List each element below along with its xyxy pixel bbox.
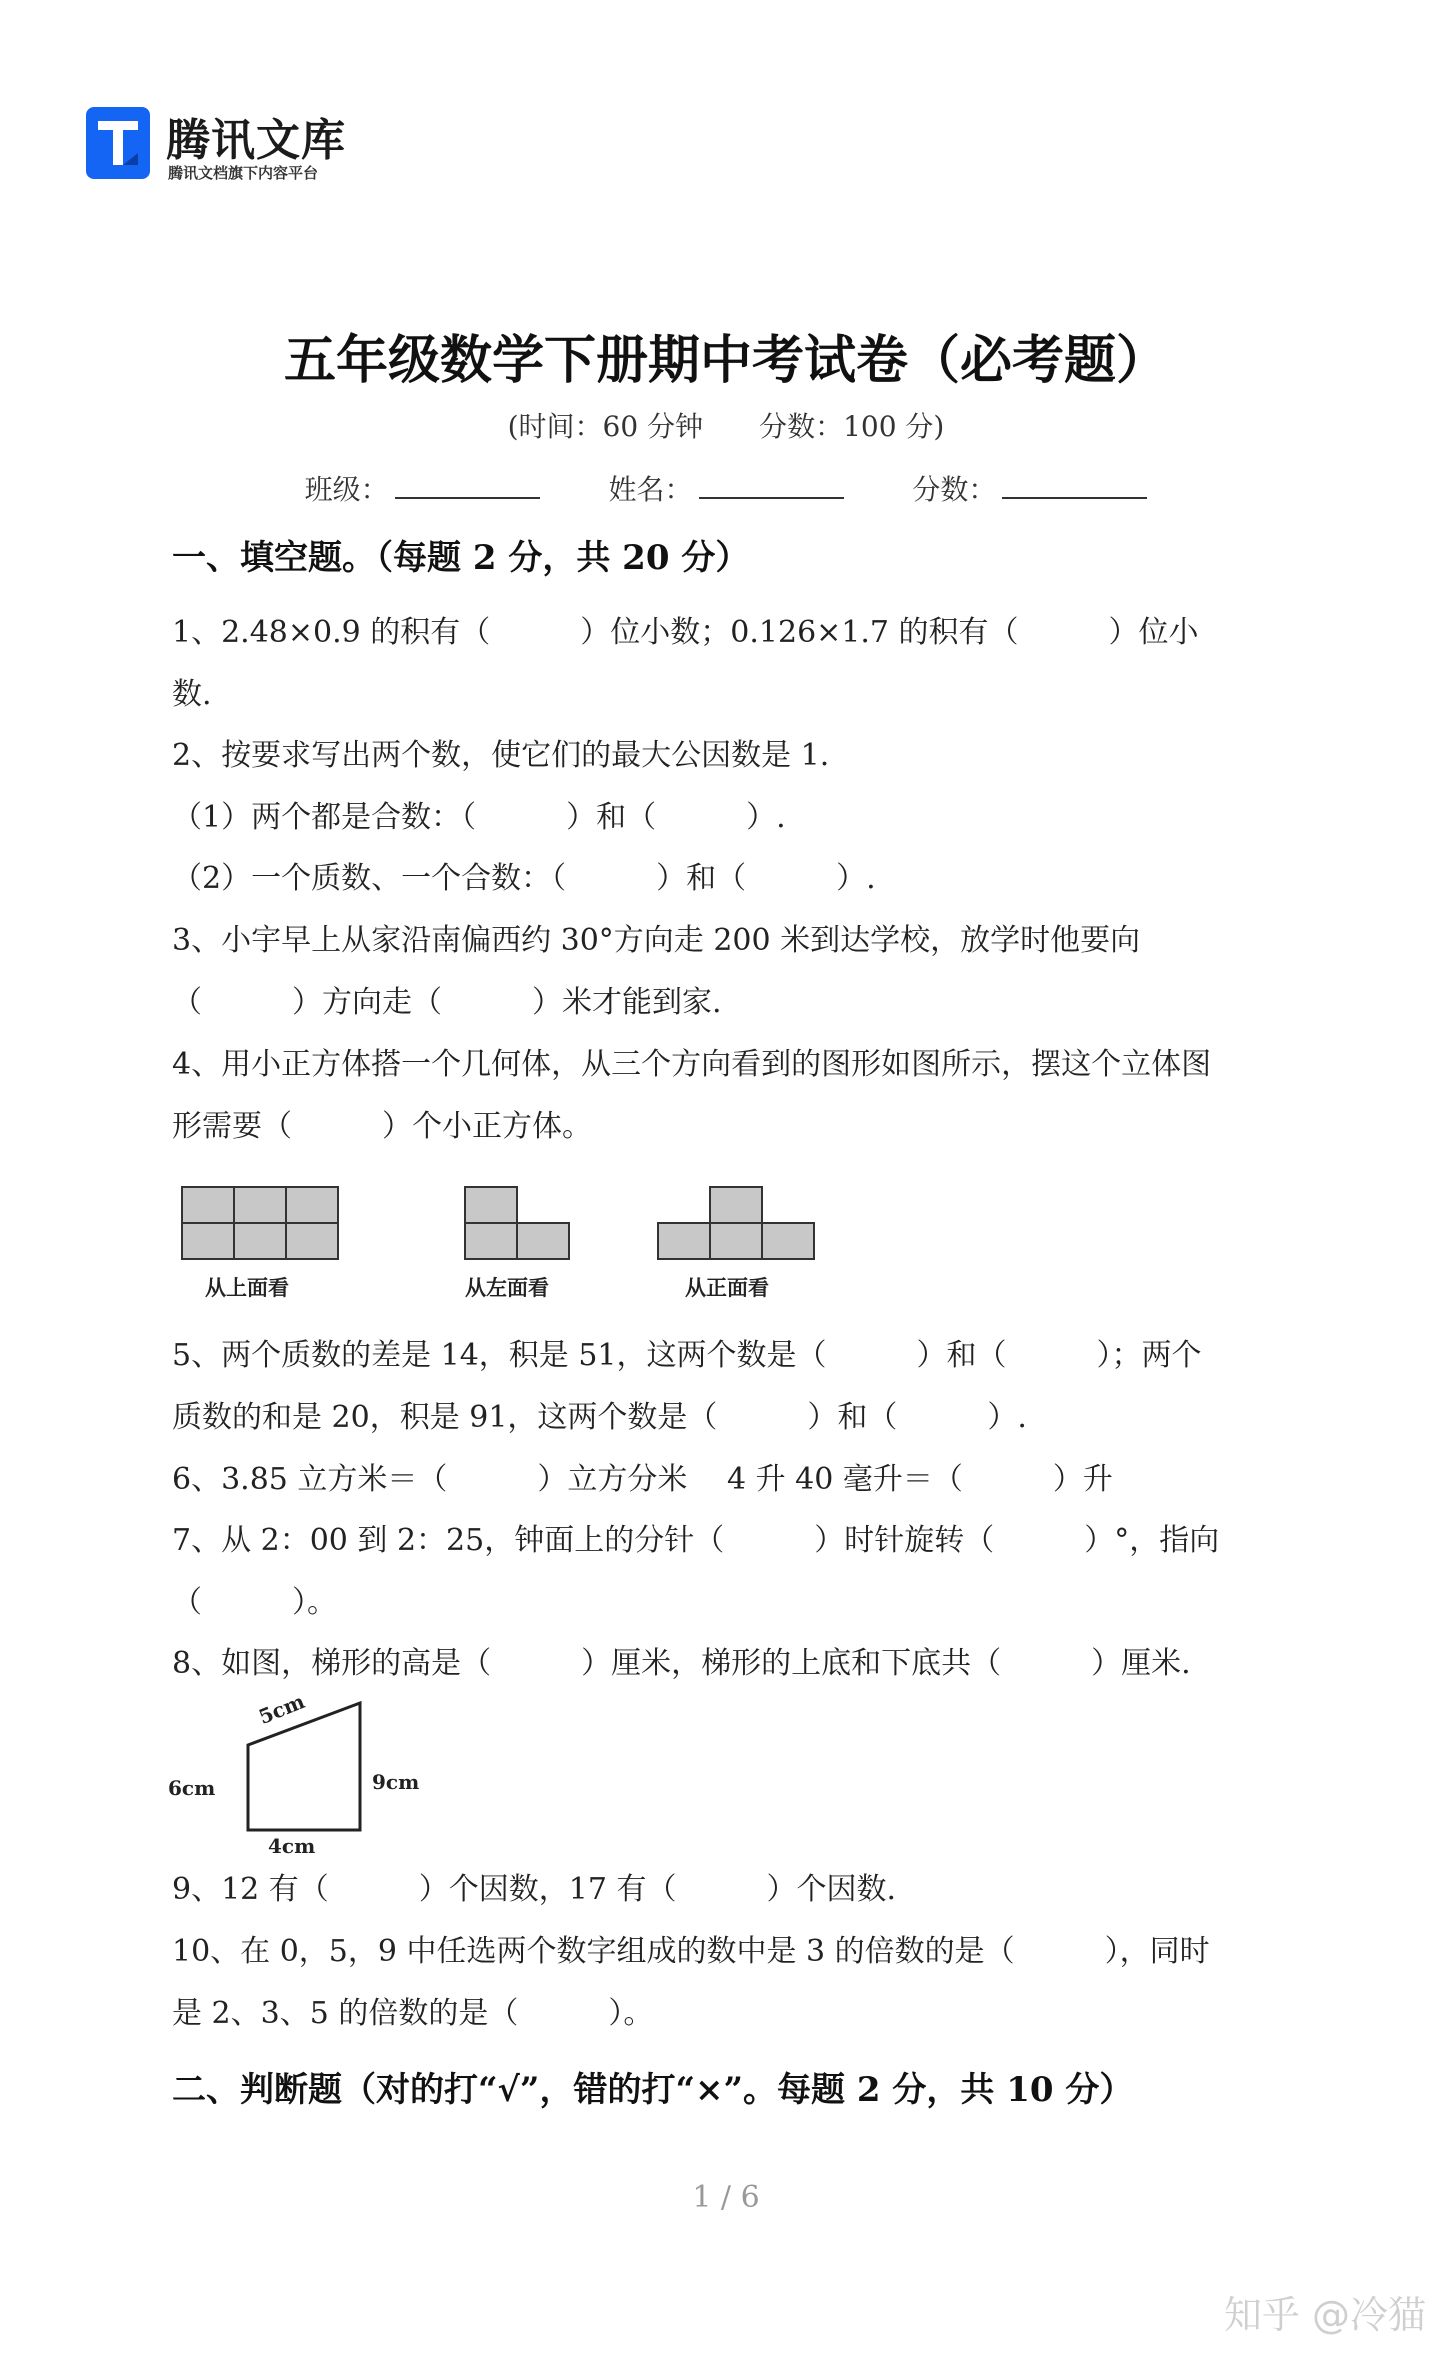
top-view-grid bbox=[182, 1187, 338, 1259]
question-line: 9、12 有（ ）个因数，17 有（ ）个因数. bbox=[172, 1872, 897, 1907]
view-label-left: 从左面看 bbox=[465, 1276, 549, 1300]
exam-info: (时间：60 分钟 分数：100 分) bbox=[507, 410, 945, 443]
question-line: 是 2、3、5 的倍数的是（ ）。 bbox=[172, 1996, 654, 2031]
name-label: 姓名： bbox=[608, 473, 693, 506]
question-line: （ ）。 bbox=[172, 1585, 337, 1620]
brand-tagline: 腾讯文档旗下内容平台 bbox=[168, 164, 319, 182]
class-blank bbox=[395, 471, 540, 499]
question-line: 1、2.48×0.9 的积有（ ）位小数；0.126×1.7 的积有（ ）位小 bbox=[172, 615, 1199, 650]
front-view-grid bbox=[658, 1187, 814, 1259]
question-line: 5、两个质数的差是 14，积是 51，这两个数是（ ）和（ ）；两个 bbox=[172, 1338, 1202, 1373]
question-line: （2）一个质数、一个合数：（ ）和（ ）. bbox=[172, 861, 876, 896]
student-fields bbox=[0, 468, 1452, 508]
watermark: 知乎 @冷猫 bbox=[1223, 2293, 1426, 2337]
name-field bbox=[608, 468, 843, 508]
trapezoid-bottom-label: 4cm bbox=[268, 1834, 316, 1858]
class-label: 班级： bbox=[304, 473, 389, 506]
view-label-top: 从上面看 bbox=[205, 1276, 289, 1300]
question-line: 形需要（ ）个小正方体。 bbox=[172, 1109, 592, 1144]
question-line: 8、如图，梯形的高是（ ）厘米，梯形的上底和下底共（ ）厘米. bbox=[172, 1646, 1191, 1681]
question-line: 10、在 0，5，9 中任选两个数字组成的数中是 3 的倍数的是（ ），同时 bbox=[172, 1934, 1210, 1969]
left-view-grid bbox=[465, 1187, 569, 1259]
view-label-front: 从正面看 bbox=[685, 1276, 769, 1300]
page-number: 1 / 6 bbox=[692, 2180, 760, 2215]
question-line: 质数的和是 20，积是 91，这两个数是（ ）和（ ）. bbox=[172, 1400, 1027, 1435]
page-title: 五年级数学下册期中考试卷（必考题） bbox=[283, 330, 1168, 391]
three-views-figure bbox=[180, 1185, 830, 1265]
question-line: 2、按要求写出两个数，使它们的最大公因数是 1. bbox=[172, 738, 830, 773]
score-label: 分数： bbox=[912, 473, 997, 506]
score-field bbox=[912, 468, 1147, 508]
trapezoid-slant-label: 5cm bbox=[255, 1689, 309, 1729]
trapezoid-left-label: 6cm bbox=[168, 1776, 216, 1800]
question-line: 数. bbox=[172, 677, 212, 712]
trapezoid-right-label: 9cm bbox=[372, 1770, 420, 1794]
question-line: 3、小宇早上从家沿南偏西约 30°方向走 200 米到达学校，放学时他要向 bbox=[172, 923, 1141, 958]
question-line: （1）两个都是合数：（ ）和（ ）. bbox=[172, 800, 786, 835]
section-1-heading: 一、填空题。（每题 2 分，共 20 分） bbox=[172, 538, 750, 578]
tencent-wenku-logo-icon bbox=[86, 107, 150, 179]
question-line: 7、从 2：00 到 2：25，钟面上的分针（ ）时针旋转（ ）°，指向 bbox=[172, 1523, 1220, 1558]
score-blank bbox=[1002, 471, 1147, 499]
question-line: （ ）方向走（ ）米才能到家. bbox=[172, 985, 722, 1020]
question-line: 6、3.85 立方米＝（ ）立方分米 4 升 40 毫升＝（ ）升 bbox=[172, 1462, 1113, 1497]
question-line: 4、用小正方体搭一个几何体，从三个方向看到的图形如图所示，摆这个立体图 bbox=[172, 1047, 1212, 1082]
name-blank bbox=[699, 471, 844, 499]
brand-name: 腾讯文库 bbox=[166, 115, 346, 166]
section-2-heading: 二、判断题（对的打“√”，错的打“×”。每题 2 分，共 10 分） bbox=[172, 2070, 1134, 2110]
class-field bbox=[305, 468, 540, 508]
